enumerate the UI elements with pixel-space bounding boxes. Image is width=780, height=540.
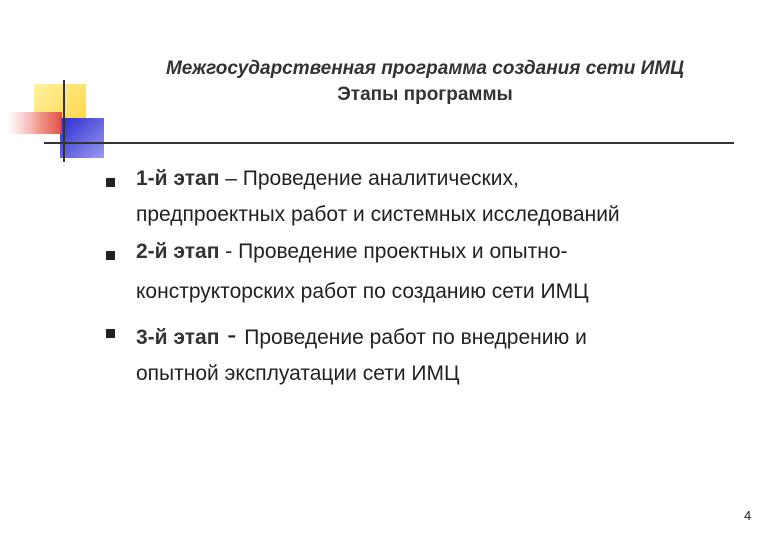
bullet-square-icon	[106, 329, 115, 338]
stage-3-line-1	[136, 319, 587, 351]
stage-3-text-line-1: Проведение работ по внедрению и	[244, 326, 587, 349]
logo-blue-square	[60, 118, 104, 158]
bullet-square-icon	[106, 178, 115, 187]
decorative-logo	[0, 0, 120, 170]
logo-vertical-line	[63, 80, 65, 162]
header-divider	[44, 142, 734, 144]
stage-2-line-1	[136, 240, 568, 264]
page-subtitle: Этапы программы	[337, 84, 513, 105]
stage-3-separator: -	[219, 319, 245, 350]
stage-1-line-1	[136, 167, 519, 191]
stage-2-separator: -	[219, 240, 239, 263]
stage-2-text-line-1: Проведение проектных и опытно-	[238, 240, 568, 263]
stage-3-text-line-2: опытной эксплуатации сети ИМЦ	[136, 362, 460, 385]
stage-1-separator: –	[219, 167, 243, 190]
stage-1-label: 1-й этап	[136, 167, 220, 190]
stage-1-text-line-2: предпроектных работ и системных исследований	[136, 203, 620, 226]
stage-2-text-line-2: конструкторских работ по созданию сети ИМЦ	[136, 280, 589, 303]
stage-1-text-line-1: Проведение аналитических,	[242, 167, 519, 190]
stage-2-label: 2-й этап	[136, 240, 220, 263]
logo-red-bar	[8, 112, 62, 134]
stage-3-label: 3-й этап	[136, 326, 220, 349]
page-number: 4	[744, 508, 752, 523]
bullet-square-icon	[106, 251, 115, 260]
page-title: Межгосударственная программа создания сети ИМЦ	[165, 58, 685, 79]
